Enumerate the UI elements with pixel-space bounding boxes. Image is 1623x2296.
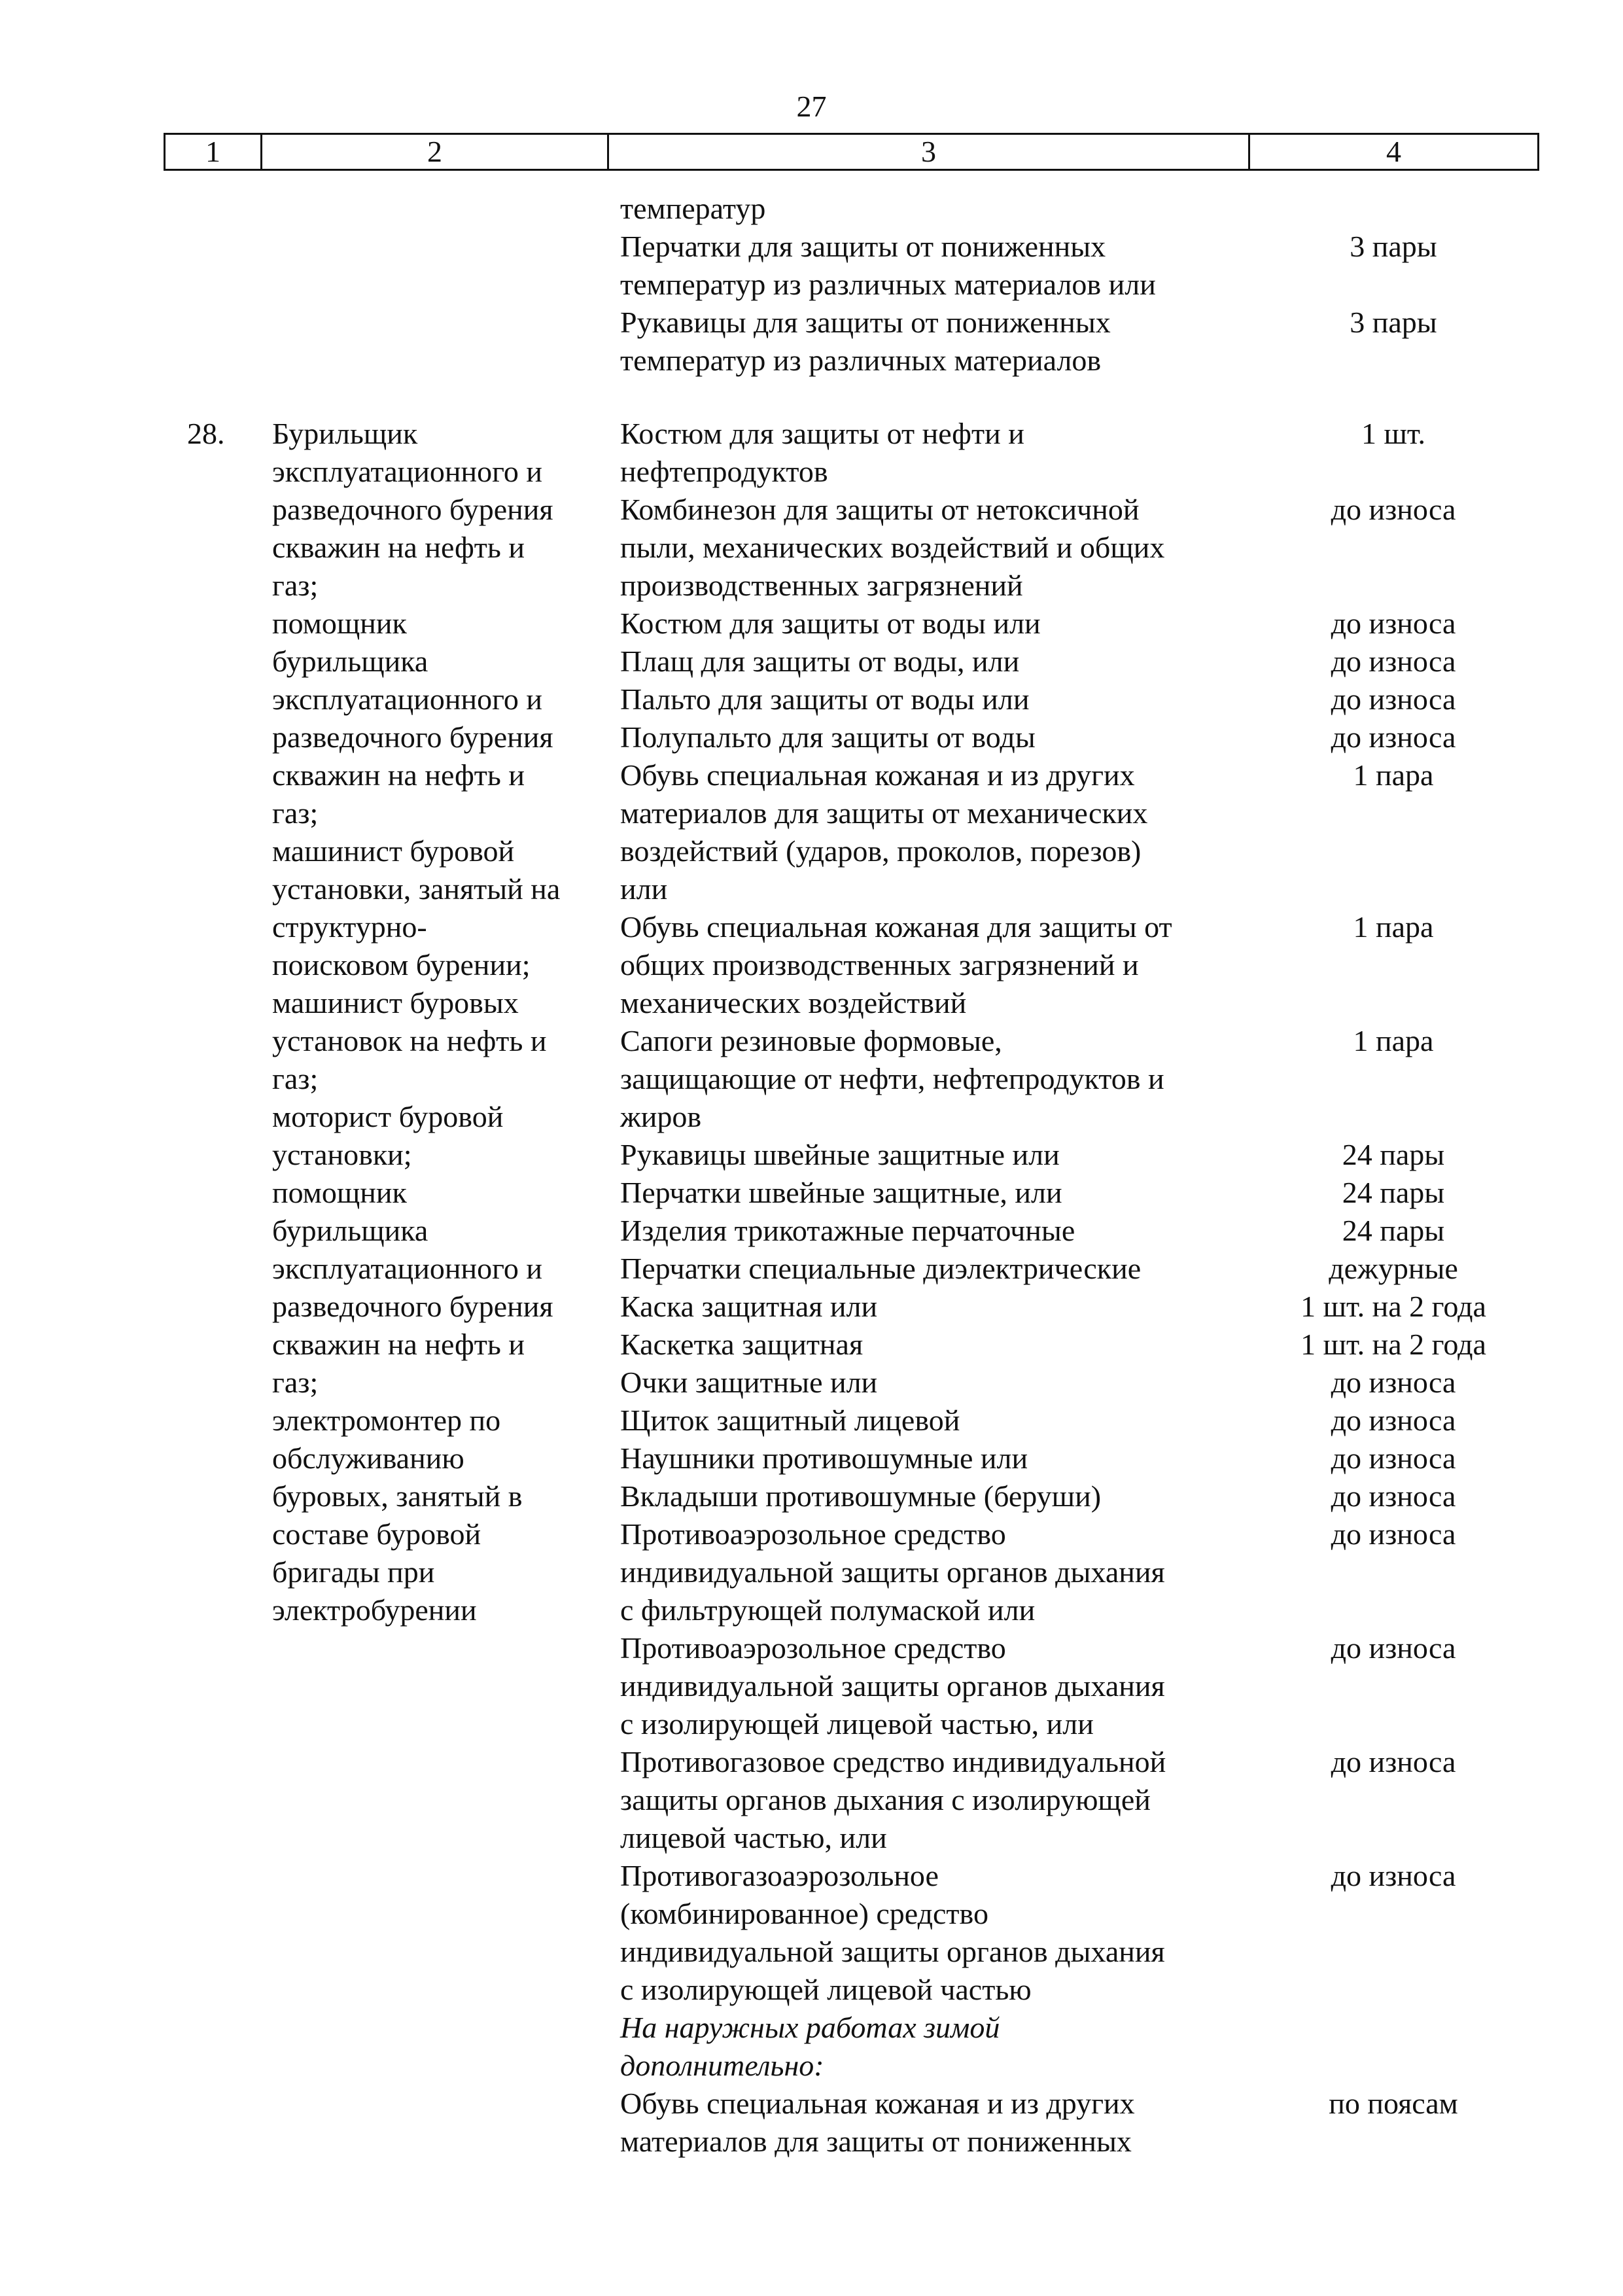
header-cell-1: 1 xyxy=(165,134,262,170)
ppe-item-line: производственных загрязнений xyxy=(620,569,1023,602)
ppe-item-line: Каска защитная или xyxy=(620,1290,878,1323)
profession-line: Бурильщик xyxy=(272,417,418,450)
ppe-item-norm: по поясам xyxy=(1329,2087,1458,2120)
profession-line: помощник xyxy=(272,1176,407,1209)
ppe-item-norm: дежурные xyxy=(1329,1252,1458,1285)
ppe-item-line: пыли, механических воздействий и общих xyxy=(620,531,1165,564)
ppe-item-line: нефтепродуктов xyxy=(620,455,828,488)
ppe-item-line: Противоаэрозольное средство xyxy=(620,1631,1006,1665)
ppe-item-name xyxy=(620,304,1248,380)
profession-line: бурильщика xyxy=(272,1214,428,1247)
ppe-item-name xyxy=(620,1743,1248,1857)
ppe-item-line: Обувь специальная кожаная и из других xyxy=(620,758,1135,792)
ppe-item-name xyxy=(620,2085,1248,2161)
ppe-item-name xyxy=(620,756,1248,908)
ppe-item-line: защиты органов дыхания с изолирующей xyxy=(620,1783,1151,1816)
ppe-item-line: Противогазовое средство индивидуальной xyxy=(620,1745,1166,1778)
ppe-item-norm: 3 пары xyxy=(1350,230,1437,263)
ppe-item-line: Изделия трикотажные перчаточные xyxy=(620,1214,1075,1247)
ppe-item-norm: 1 пара xyxy=(1353,910,1434,944)
ppe-item-line: Полупальто для защиты от воды xyxy=(620,720,1036,754)
profession-line: разведочного бурения xyxy=(272,720,553,754)
ppe-item-norm: до износа xyxy=(1331,493,1456,526)
ppe-item-line: Костюм для защиты от воды или xyxy=(620,607,1041,640)
ppe-item-line: Противоаэрозольное средство xyxy=(620,1517,1006,1551)
profession-line: машинист буровой xyxy=(272,834,515,868)
ppe-item-name xyxy=(620,1364,1248,1402)
ppe-item-norm: до износа xyxy=(1331,1859,1456,1892)
ppe-item-norm: 1 пара xyxy=(1353,758,1434,792)
ppe-item-norm: до износа xyxy=(1331,1745,1456,1778)
ppe-item-name xyxy=(620,718,1248,756)
profession-line: бригады при xyxy=(272,1555,435,1589)
ppe-item-line: Перчатки специальные диэлектрические xyxy=(620,1252,1142,1285)
ppe-item-norm: до износа xyxy=(1331,1631,1456,1665)
ppe-item-line: На наружных работах зимой xyxy=(620,2011,1000,2044)
ppe-item-norm: до износа xyxy=(1331,1404,1456,1437)
ppe-item-name xyxy=(620,680,1248,718)
ppe-item-line: воздействий (ударов, проколов, порезов) xyxy=(620,834,1142,868)
ppe-item-norm: 1 шт. на 2 года xyxy=(1300,1290,1486,1323)
ppe-item-norm: 3 пары xyxy=(1350,306,1437,339)
ppe-item-name xyxy=(620,605,1248,643)
ppe-item-line: индивидуальной защиты органов дыхания xyxy=(620,1555,1165,1589)
ppe-item-norm: до износа xyxy=(1331,1517,1456,1551)
ppe-item-line: (комбинированное) средство xyxy=(620,1897,988,1930)
ppe-item-name xyxy=(620,1022,1248,1136)
ppe-item-name xyxy=(620,1174,1248,1212)
ppe-item-line: Рукавицы для защиты от пониженных xyxy=(620,306,1111,339)
profession-line: разведочного бурения xyxy=(272,493,553,526)
profession-line: газ; xyxy=(272,569,319,602)
ppe-item-line: индивидуальной защиты органов дыхания xyxy=(620,1935,1165,1968)
profession-line: эксплуатационного и xyxy=(272,682,542,716)
ppe-item-norm: до износа xyxy=(1331,645,1456,678)
ppe-item-norm: до износа xyxy=(1331,682,1456,716)
page-number: 27 xyxy=(796,90,827,123)
ppe-item-line: Рукавицы швейные защитные или xyxy=(620,1138,1060,1171)
ppe-item-name xyxy=(620,1515,1248,1629)
ppe-item-name xyxy=(620,190,1248,228)
ppe-item-line: дополнительно: xyxy=(620,2049,824,2082)
ppe-item-line: с изолирующей лицевой частью xyxy=(620,1973,1032,2006)
profession-line: установки, занятый на xyxy=(272,872,561,906)
profession-line: установки; xyxy=(272,1138,412,1171)
ppe-item-name xyxy=(620,1212,1248,1250)
ppe-item-line: температур xyxy=(620,192,766,225)
header-cell-4: 4 xyxy=(1249,134,1539,170)
row-number: 28. xyxy=(187,417,225,450)
profession-list xyxy=(272,415,612,1629)
ppe-item-norm: до износа xyxy=(1331,607,1456,640)
ppe-item-name xyxy=(620,491,1248,605)
ppe-item-line: с фильтрующей полумаской или xyxy=(620,1593,1036,1627)
profession-line: эксплуатационного и xyxy=(272,455,542,488)
profession-line: электромонтер по xyxy=(272,1404,501,1437)
ppe-item-norm: 1 пара xyxy=(1353,1024,1434,1057)
ppe-item-line: материалов для защиты от механических xyxy=(620,796,1148,830)
ppe-item-name xyxy=(620,1288,1248,1326)
profession-line: скважин на нефть и xyxy=(272,531,525,564)
ppe-item-line: Обувь специальная кожаная для защиты от xyxy=(620,910,1172,944)
profession-line: газ; xyxy=(272,1062,319,1095)
profession-line: обслуживанию xyxy=(272,1441,464,1475)
ppe-item-norm: 24 пары xyxy=(1342,1138,1445,1171)
ppe-item-name xyxy=(620,2009,1248,2085)
profession-line: установок на нефть и xyxy=(272,1024,547,1057)
ppe-item-name xyxy=(620,228,1248,304)
header-cell-3: 3 xyxy=(608,134,1249,170)
profession-line: эксплуатационного и xyxy=(272,1252,542,1285)
ppe-item-norm: 1 шт. xyxy=(1361,417,1426,450)
profession-line: бурильщика xyxy=(272,645,428,678)
profession-line: газ; xyxy=(272,796,319,830)
ppe-item-line: Плащ для защиты от воды, или xyxy=(620,645,1020,678)
profession-line: поисковом бурении; xyxy=(272,948,531,981)
profession-line: разведочного бурения xyxy=(272,1290,553,1323)
ppe-item-name xyxy=(620,1326,1248,1364)
ppe-item-line: механических воздействий xyxy=(620,986,967,1019)
ppe-item-line: Очки защитные или xyxy=(620,1366,878,1399)
profession-line: помощник xyxy=(272,607,407,640)
ppe-item-line: Перчатки швейные защитные, или xyxy=(620,1176,1062,1209)
ppe-item-line: Каскетка защитная xyxy=(620,1328,864,1361)
profession-line: скважин на нефть и xyxy=(272,758,525,792)
ppe-item-line: жиров xyxy=(620,1100,702,1133)
ppe-item-line: Щиток защитный лицевой xyxy=(620,1404,960,1437)
ppe-item-line: температур из различных материалов или xyxy=(620,268,1156,301)
ppe-item-line: защищающие от нефти, нефтепродуктов и xyxy=(620,1062,1164,1095)
ppe-item-line: индивидуальной защиты органов дыхания xyxy=(620,1669,1165,1703)
profession-line: газ; xyxy=(272,1366,319,1399)
profession-line: составе буровой xyxy=(272,1517,481,1551)
ppe-item-name xyxy=(620,415,1248,491)
ppe-item-norm: до износа xyxy=(1331,720,1456,754)
ppe-item-norm: 24 пары xyxy=(1342,1214,1445,1247)
ppe-item-line: лицевой частью, или xyxy=(620,1821,887,1854)
ppe-item-line: Противогазоаэрозольное xyxy=(620,1859,939,1892)
ppe-item-line: Вкладыши противошумные (беруши) xyxy=(620,1479,1102,1513)
profession-line: электробурении xyxy=(272,1593,477,1627)
ppe-item-line: или xyxy=(620,872,668,906)
ppe-item-name xyxy=(620,643,1248,680)
ppe-item-name xyxy=(620,1250,1248,1288)
ppe-item-norm: 24 пары xyxy=(1342,1176,1445,1209)
ppe-item-name xyxy=(620,1439,1248,1477)
ppe-item-norm: 1 шт. на 2 года xyxy=(1300,1328,1486,1361)
ppe-item-line: с изолирующей лицевой частью, или xyxy=(620,1707,1094,1740)
ppe-item-line: Пальто для защиты от воды или xyxy=(620,682,1030,716)
profession-line: скважин на нефть и xyxy=(272,1328,525,1361)
profession-line: машинист буровых xyxy=(272,986,519,1019)
ppe-item-line: общих производственных загрязнений и xyxy=(620,948,1139,981)
profession-line: буровых, занятый в xyxy=(272,1479,523,1513)
ppe-item-norm: до износа xyxy=(1331,1441,1456,1475)
ppe-item-norm: до износа xyxy=(1331,1366,1456,1399)
ppe-item-line: материалов для защиты от пониженных xyxy=(620,2125,1132,2158)
ppe-item-line: Комбинезон для защиты от нетоксичной xyxy=(620,493,1140,526)
ppe-item-line: Костюм для защиты от нефти и xyxy=(620,417,1024,450)
ppe-item-line: Наушники противошумные или xyxy=(620,1441,1028,1475)
ppe-item-name xyxy=(620,1136,1248,1174)
ppe-item-name xyxy=(620,1402,1248,1439)
header-cell-2: 2 xyxy=(262,134,608,170)
ppe-item-line: Сапоги резиновые формовые, xyxy=(620,1024,1002,1057)
ppe-item-line: Перчатки для защиты от пониженных xyxy=(620,230,1106,263)
ppe-item-name xyxy=(620,1477,1248,1515)
ppe-item-line: температур из различных материалов xyxy=(620,344,1102,377)
ppe-item-name xyxy=(620,908,1248,1022)
profession-line: моторист буровой xyxy=(272,1100,504,1133)
ppe-item-name xyxy=(620,1857,1248,2009)
ppe-item-line: Обувь специальная кожаная и из других xyxy=(620,2087,1135,2120)
column-number-header xyxy=(164,133,1539,171)
profession-line: структурно- xyxy=(272,910,427,944)
ppe-item-norm: до износа xyxy=(1331,1479,1456,1513)
ppe-item-name xyxy=(620,1629,1248,1743)
